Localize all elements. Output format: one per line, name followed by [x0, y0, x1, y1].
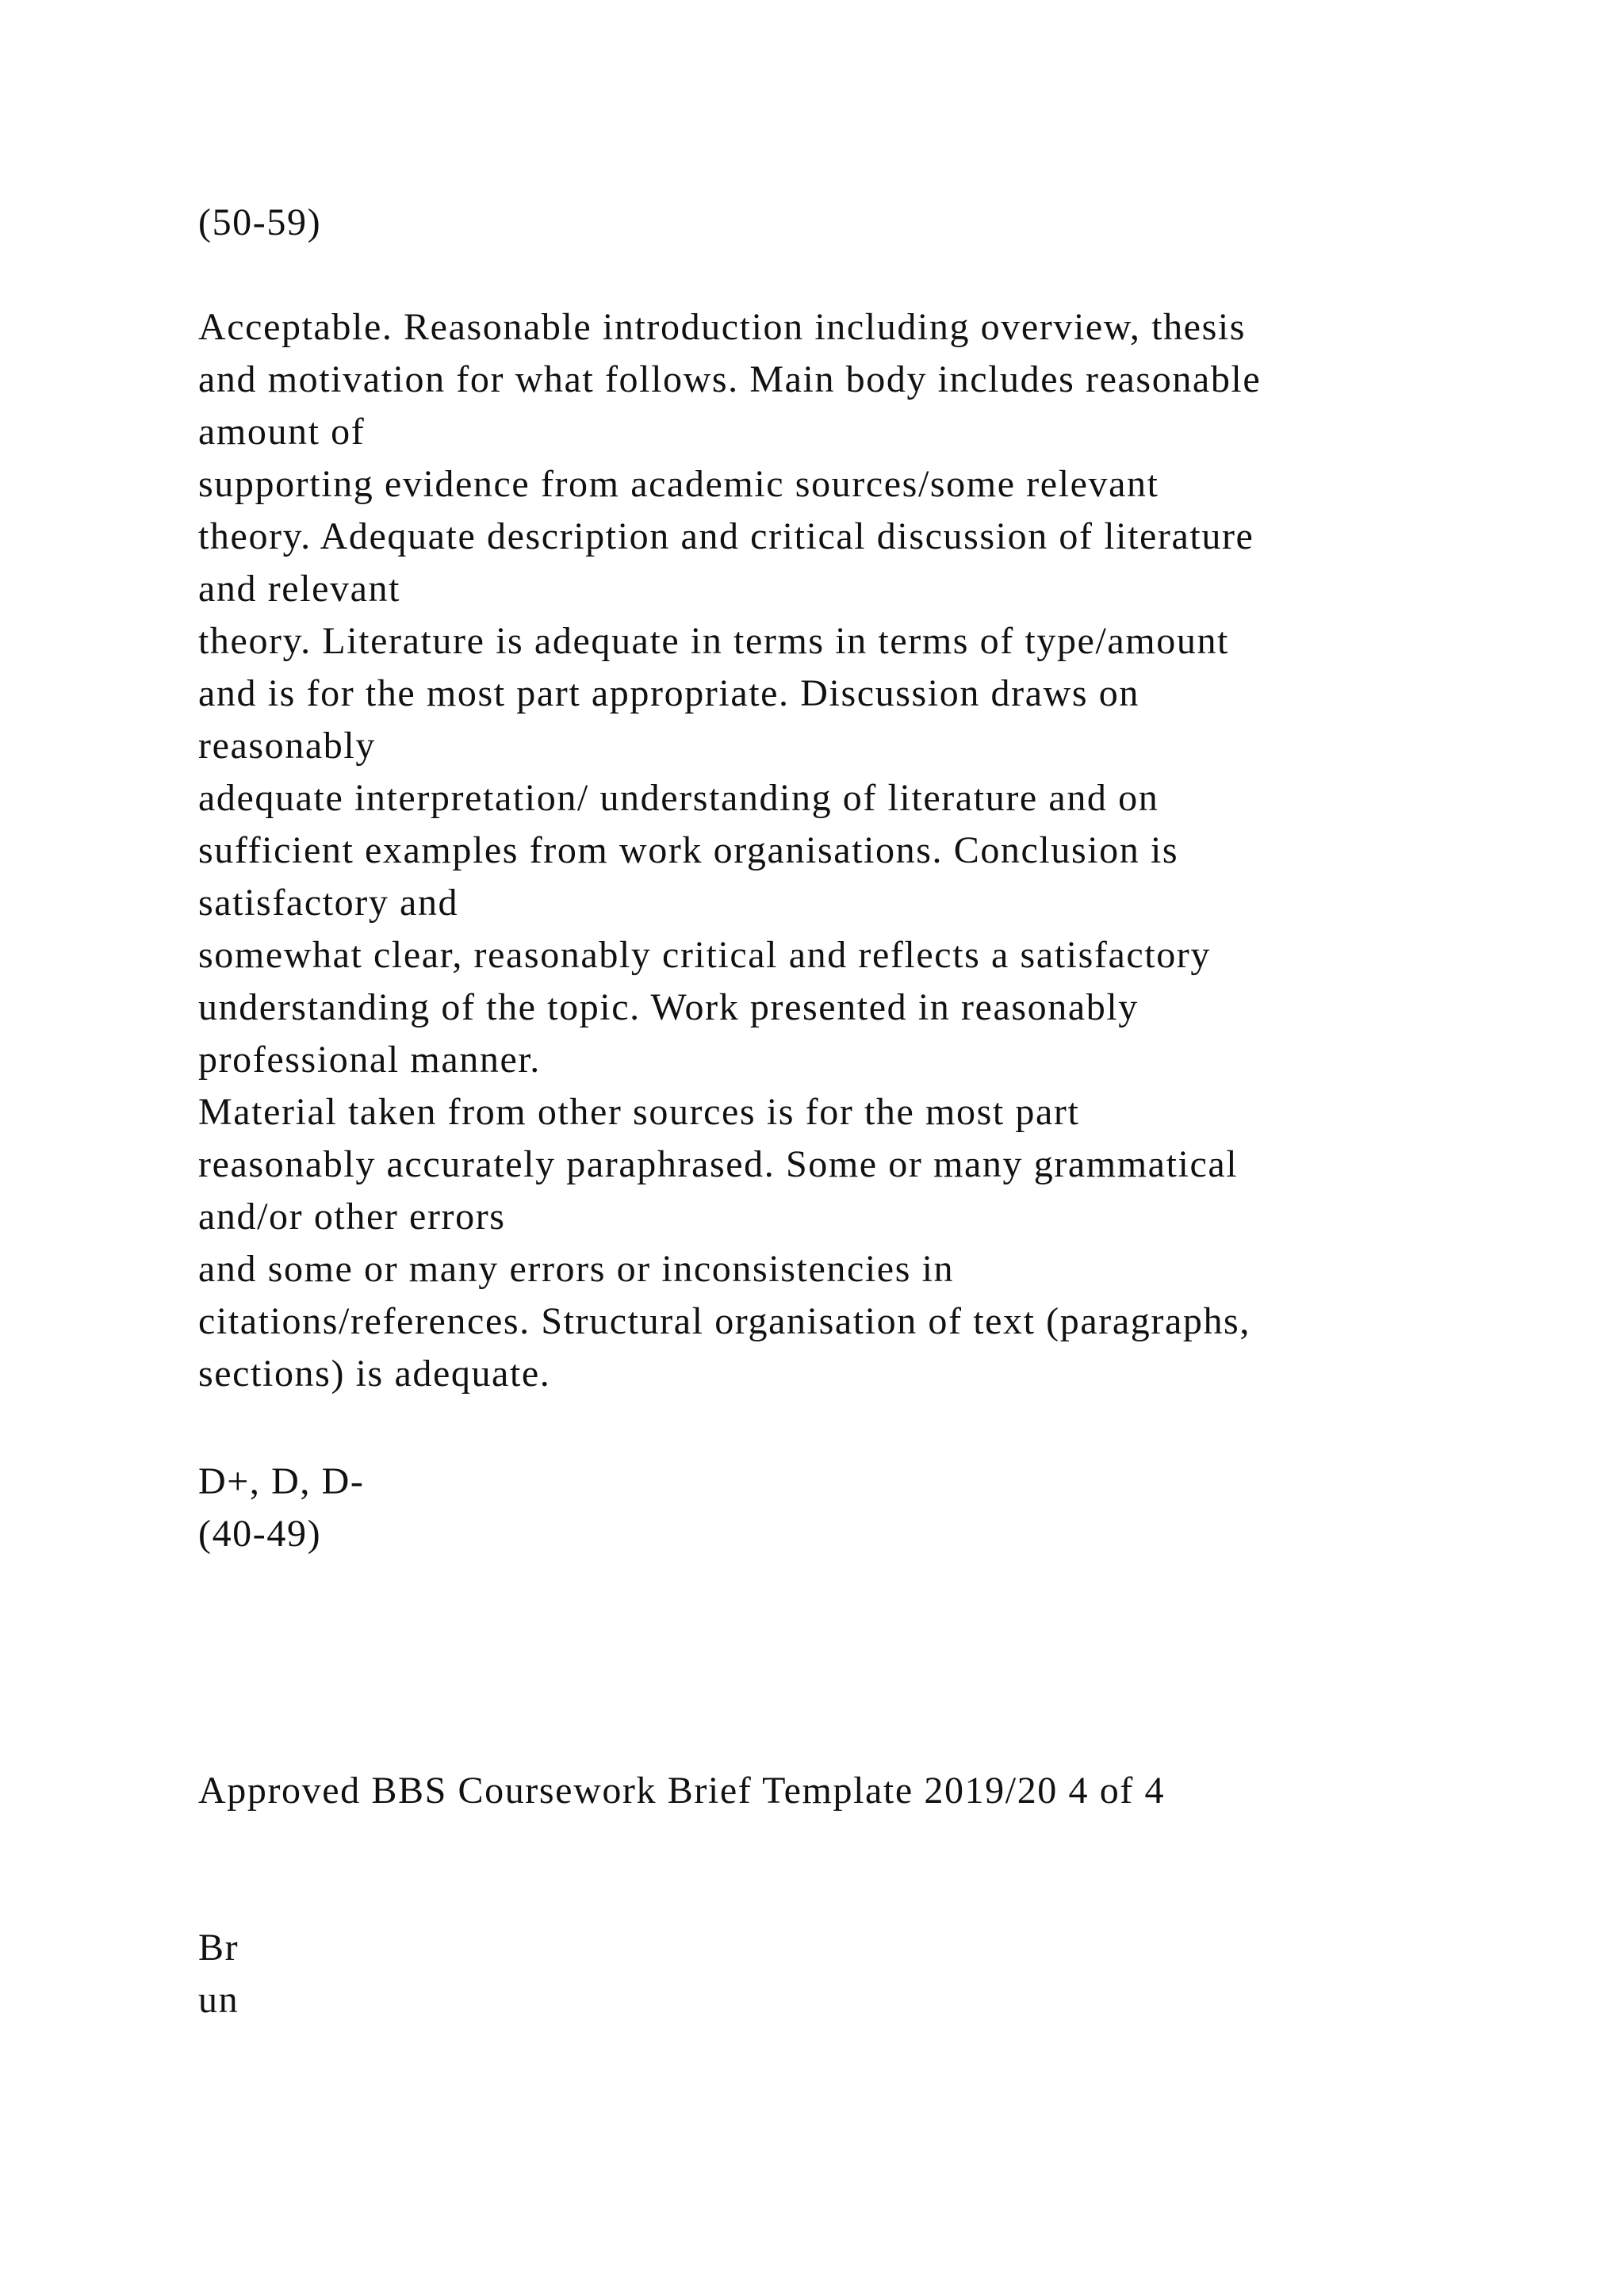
criteria-line: sufficient examples from work organisations. Conclusion is	[198, 829, 1179, 871]
criteria-line: and motivation for what follows. Main body includes reasonable	[198, 358, 1262, 400]
grade-band	[198, 1456, 1507, 1560]
footer-text: Approved BBS Coursework Brief Template 2019/20 4 of 4	[198, 1770, 1166, 1812]
grade-range-text: (40-49)	[198, 1513, 322, 1555]
criteria-line: somewhat clear, reasonably critical and reflects a satisfactory	[198, 934, 1211, 976]
criteria-line: supporting evidence from academic sources/some relevant	[198, 463, 1159, 505]
grade-label: D+, D, D-	[198, 1460, 365, 1502]
brunel-text-fragment	[198, 1922, 1507, 2026]
criteria-line: and/or other errors	[198, 1196, 506, 1238]
criteria-line: sections) is adequate.	[198, 1353, 551, 1395]
criteria-line: professional manner.	[198, 1039, 541, 1081]
criteria-line: citations/references. Structural organisation of text (paragraphs,	[198, 1300, 1251, 1342]
criteria-paragraph	[198, 301, 1507, 1400]
criteria-line: satisfactory and	[198, 882, 459, 924]
page-footer	[198, 1765, 1507, 1817]
grade-range-heading	[198, 197, 1507, 249]
criteria-line: amount of	[198, 411, 366, 453]
criteria-line: theory. Adequate description and critical discussion of literature	[198, 515, 1254, 557]
criteria-line: and is for the most part appropriate. Discussion draws on	[198, 672, 1139, 714]
criteria-line: reasonably accurately paraphrased. Some or many grammatical	[198, 1143, 1239, 1185]
criteria-line: and some or many errors or inconsistencies in	[198, 1248, 955, 1290]
criteria-line: understanding of the topic. Work presented in reasonably	[198, 986, 1139, 1028]
criteria-line: and relevant	[198, 568, 401, 610]
criteria-line: theory. Literature is adequate in terms in terms of type/amount	[198, 620, 1229, 662]
criteria-line: Acceptable. Reasonable introduction including overview, thesis	[198, 306, 1247, 348]
criteria-line: reasonably	[198, 725, 376, 767]
criteria-line: Material taken from other sources is for the most part	[198, 1091, 1080, 1133]
criteria-line: adequate interpretation/ understanding of literature and on	[198, 777, 1159, 819]
fragment-line: un	[198, 1979, 239, 2021]
fragment-line: Br	[198, 1927, 239, 1969]
grade-range-text: (50-59)	[198, 201, 322, 243]
